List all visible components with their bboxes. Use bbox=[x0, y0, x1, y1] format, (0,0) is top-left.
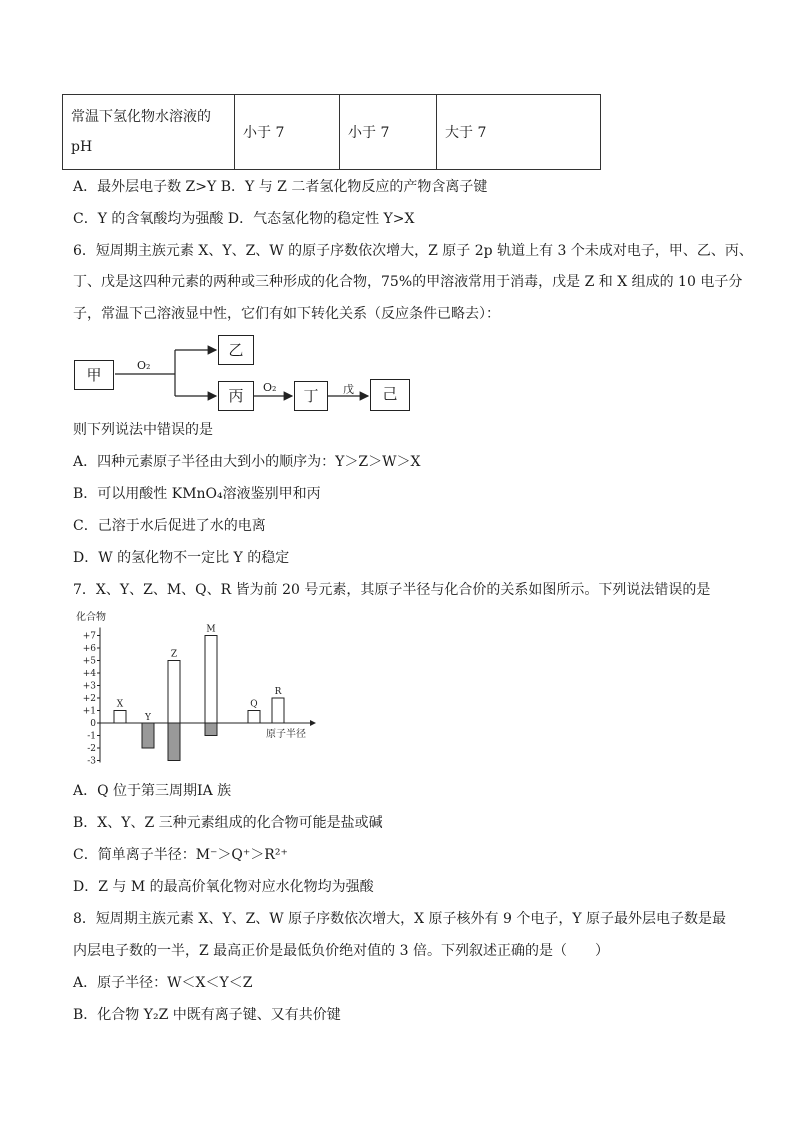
y-tick-label: -1 bbox=[87, 731, 96, 742]
q6-question: 则下列说法中错误的是 bbox=[73, 422, 213, 438]
q6-option-b: B．可以用酸性 KMnO₄溶液鉴别甲和丙 bbox=[73, 486, 321, 502]
y-tick-label: +5 bbox=[82, 656, 96, 667]
bar-label: Y bbox=[145, 713, 151, 723]
bar-q-positive bbox=[248, 711, 260, 724]
q6-diagram bbox=[70, 330, 430, 410]
table-cell: 大于 7 bbox=[437, 95, 601, 170]
o2-label: O₂ bbox=[263, 381, 277, 394]
y-tick-label: +2 bbox=[82, 694, 96, 704]
q5-option-cd: C．Y 的含氧酸均为强酸 D．气态氢化物的稳定性 Y>X bbox=[73, 211, 415, 227]
q7-option-c: C．简单离子半径：M⁻＞Q⁺＞R²⁺ bbox=[73, 847, 288, 863]
y-axis-label: 化合物 bbox=[76, 612, 106, 623]
q5-option-ab: A．最外层电子数 Z>Y B．Y 与 Z 二者氢化物反应的产物含离子键 bbox=[73, 179, 488, 195]
bar-label: X bbox=[116, 699, 124, 710]
q6-option-a: A．四种元素原子半径由大到小的顺序为：Y＞Z＞W＞X bbox=[73, 454, 421, 470]
q6-stem-line1: 6．短周期主族元素 X、Y、Z、W 的原子序数依次增大，Z 原子 2p 轨道上有 3 个未成对电子，甲、乙、丙、 bbox=[73, 243, 753, 259]
q7-option-b: B．X、Y、Z 三种元素组成的化合物可能是盐或碱 bbox=[73, 815, 383, 831]
bar-r-positive bbox=[272, 698, 284, 723]
box-ji: 己 bbox=[370, 379, 410, 411]
bar-z-negative bbox=[168, 723, 180, 761]
bar-label: M bbox=[206, 624, 216, 635]
bar-label: Q bbox=[250, 699, 258, 710]
q8-option-a: A．原子半径：W＜X＜Y＜Z bbox=[73, 975, 253, 991]
box-jia: 甲 bbox=[74, 360, 114, 390]
q7-stem: 7．X、Y、Z、M、Q、R 皆为前 20 号元素，其原子半径与化合价的关系如图所示。下列说法错误的是 bbox=[73, 582, 711, 598]
bar-y-negative bbox=[142, 723, 154, 748]
q8-option-b: B．化合物 Y₂Z 中既有离子键、又有共价键 bbox=[73, 1007, 341, 1023]
bar-m-negative bbox=[205, 723, 217, 736]
y-tick-label: +1 bbox=[82, 706, 96, 717]
bar-label: Z bbox=[170, 649, 178, 660]
y-tick-label: +3 bbox=[82, 681, 96, 692]
q7-option-d: D．Z 与 M 的最高价氧化物对应水化物均为强酸 bbox=[73, 879, 374, 895]
wu-label: 戊 bbox=[343, 383, 354, 396]
o2-label: O₂ bbox=[137, 359, 151, 372]
q8-stem-line2: 内层电子数的一半，Z 最高正价是最低负价绝对值的 3 倍。下列叙述正确的是（ ） bbox=[73, 943, 609, 959]
q6-option-c: C．己溶于水后促进了水的电离 bbox=[73, 518, 266, 534]
y-tick-label: +4 bbox=[82, 669, 96, 679]
box-ding: 丁 bbox=[294, 381, 328, 411]
y-tick-label: -2 bbox=[87, 744, 96, 754]
y-tick-label: +6 bbox=[82, 644, 96, 654]
x-axis-label: 原子半径 bbox=[266, 729, 306, 740]
table-row bbox=[63, 95, 601, 170]
y-tick-label: -3 bbox=[87, 756, 96, 767]
q6-option-d: D．W 的氢化物不一定比 Y 的稳定 bbox=[73, 550, 290, 566]
bar-label: R bbox=[274, 687, 282, 697]
q6-stem-line3: 子，常温下己溶液显中性，它们有如下转化关系（反应条件已略去）： bbox=[73, 306, 500, 322]
box-yi: 乙 bbox=[218, 335, 254, 365]
q6-stem-line2: 丁、戊是这四种元素的两种或三种形成的化合物，75%的甲溶液常用于消毒，戊是 Z 和 X 组成的 10 电子分 bbox=[73, 274, 743, 290]
y-tick-label: +7 bbox=[82, 631, 96, 642]
q7-option-a: A．Q 位于第三周期ⅠA 族 bbox=[73, 783, 232, 799]
q8-stem-line1: 8．短周期主族元素 X、Y、Z、W 原子序数依次增大，X 原子核外有 9 个电子，Y 原子最外层电子数是最 bbox=[73, 911, 727, 927]
bar-m-positive bbox=[205, 636, 217, 724]
table-cell: 小于 7 bbox=[340, 95, 437, 170]
x-axis-arrow bbox=[310, 720, 316, 726]
table-row-label: 常温下氢化物水溶液的pH bbox=[63, 95, 235, 170]
property-table bbox=[62, 94, 601, 170]
bar-z-positive bbox=[168, 661, 180, 724]
box-bing: 丙 bbox=[218, 381, 254, 411]
y-tick-label: 0 bbox=[90, 719, 96, 729]
q7-chart bbox=[70, 610, 330, 770]
bar-x-positive bbox=[114, 711, 126, 724]
table-cell: 小于 7 bbox=[235, 95, 340, 170]
